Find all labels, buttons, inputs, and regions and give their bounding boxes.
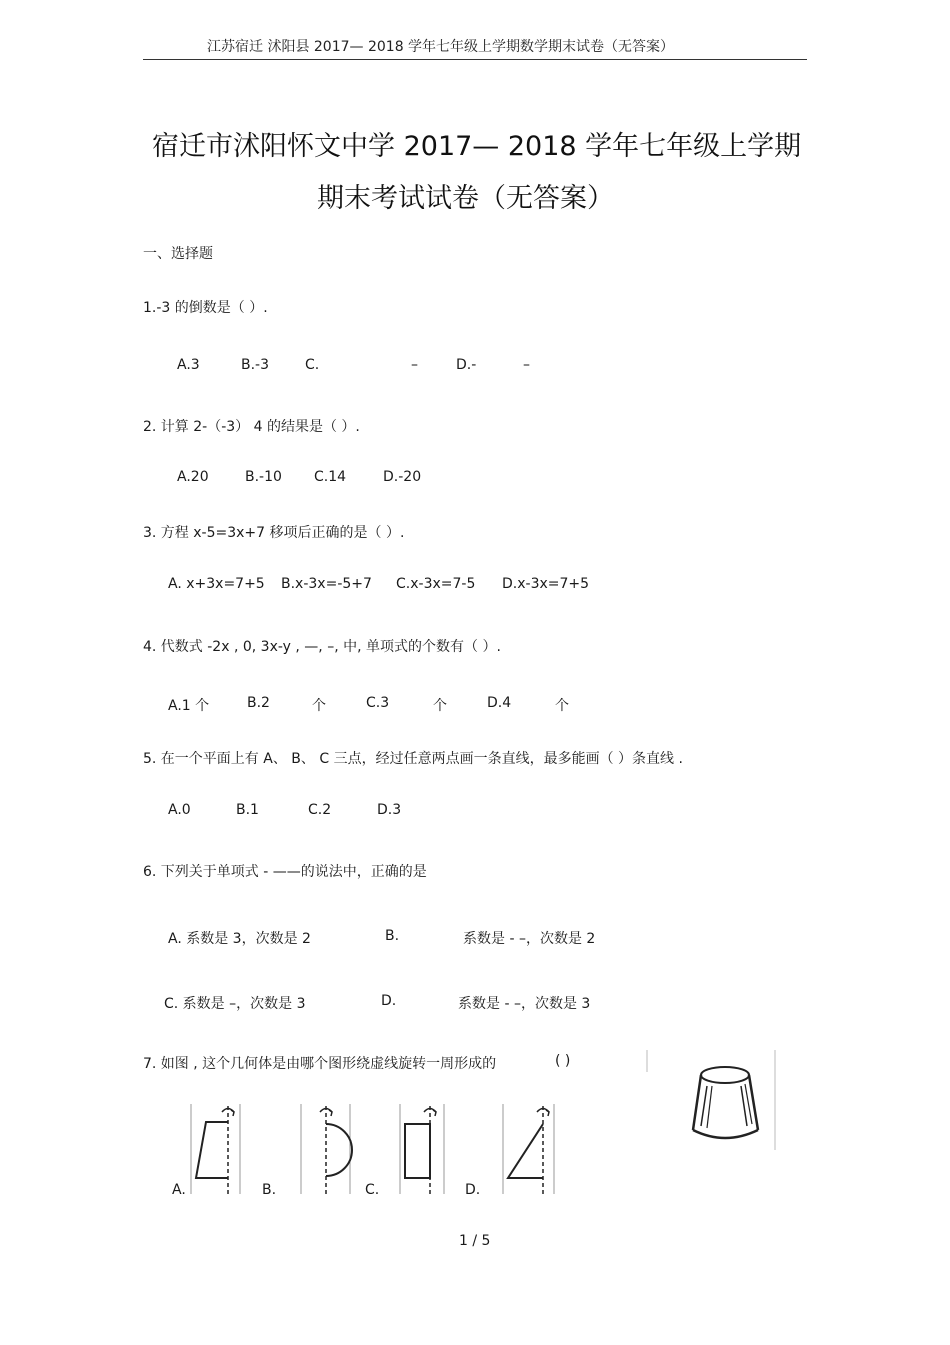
q4-option-b: B.2 (247, 695, 270, 711)
page-number: 1 / 5 (459, 1233, 491, 1249)
question-3-stem: 3. 方程 x-5=3x+7 移项后正确的是（ ）. (143, 525, 405, 541)
exam-title-line2: 期末考试试卷（无答案） (317, 183, 614, 214)
q1-option-b: B.-3 (241, 357, 270, 373)
question-5-stem: 5. 在一个平面上有 A、 B、 C 三点，经过任意两点画一条直线，最多能画（ ）条直线 . (143, 751, 683, 767)
question-4-stem: 4. 代数式 -2x , 0, 3x-y , —, –, 中, 单项式的个数有（ ）. (143, 639, 501, 655)
q1-option-d-fraction: – (523, 357, 530, 373)
question-6-stem: 6. 下列关于单项式 - ——的说法中，正确的是 (143, 864, 427, 880)
q4-option-d: D.4 (487, 695, 512, 711)
question-2-stem: 2. 计算 2-（-3） 4 的结果是（ ）. (143, 419, 360, 435)
q5-option-b: B.1 (236, 802, 259, 818)
q5-option-d: D.3 (377, 802, 402, 818)
q7-figure-b (298, 1102, 356, 1197)
q1-option-c: C. (305, 357, 320, 373)
q5-option-a: A.0 (168, 802, 191, 818)
question-7-stem: 7. 如图 , 这个几何体是由哪个图形绕虚线旋转一周形成的 (143, 1056, 497, 1072)
q4-option-c-unit: 个 (433, 698, 447, 714)
q6-option-d: D. (381, 993, 397, 1009)
q1-option-d: D.- (456, 357, 477, 373)
q3-option-d: D.x-3x=7+5 (502, 576, 590, 592)
question-7-paren: ( ) (555, 1053, 571, 1069)
header-rule (143, 59, 807, 60)
exam-title-line1: 宿迁市沭阳怀文中学 2017— 2018 学年七年级上学期 (152, 131, 802, 162)
q7-option-b: B. (262, 1182, 277, 1198)
q6-option-d-text: 系数是 - –，次数是 3 (458, 996, 591, 1012)
page-header: 江苏宿迁 沭阳县 2017— 2018 学年七年级上学期数学期末试卷（无答案） (207, 39, 675, 55)
q7-option-c: C. (365, 1182, 380, 1198)
q6-option-c: C. 系数是 –，次数是 3 (164, 996, 306, 1012)
q1-option-c-fraction: – (411, 357, 418, 373)
q2-option-c: C.14 (314, 469, 347, 485)
q2-option-d: D.-20 (383, 469, 422, 485)
frustum-figure (645, 1048, 780, 1153)
q7-figure-c (397, 1102, 455, 1197)
q6-option-b-text: 系数是 - –，次数是 2 (463, 931, 596, 947)
q3-option-c: C.x-3x=7-5 (396, 576, 476, 592)
question-1-stem: 1.-3 的倒数是（ ）. (143, 300, 268, 316)
q3-option-b: B.x-3x=-5+7 (281, 576, 372, 592)
q3-option-a: A. x+3x=7+5 (168, 576, 265, 592)
q7-figure-a (188, 1102, 246, 1197)
q4-option-b-unit: 个 (312, 698, 326, 714)
q7-option-d: D. (465, 1182, 481, 1198)
q6-option-a: A. 系数是 3，次数是 2 (168, 931, 311, 947)
q1-option-a: A.3 (177, 357, 200, 373)
q4-option-c: C.3 (366, 695, 390, 711)
q5-option-c: C.2 (308, 802, 332, 818)
q6-option-b: B. (385, 928, 400, 944)
q2-option-b: B.-10 (245, 469, 282, 485)
section-label: 一、选择题 (143, 246, 213, 262)
q2-option-a: A.20 (177, 469, 209, 485)
q4-option-d-unit: 个 (555, 698, 569, 714)
q7-option-a: A. (172, 1182, 186, 1198)
q4-option-a: A.1 个 (168, 698, 210, 714)
q7-figure-d (500, 1102, 558, 1197)
